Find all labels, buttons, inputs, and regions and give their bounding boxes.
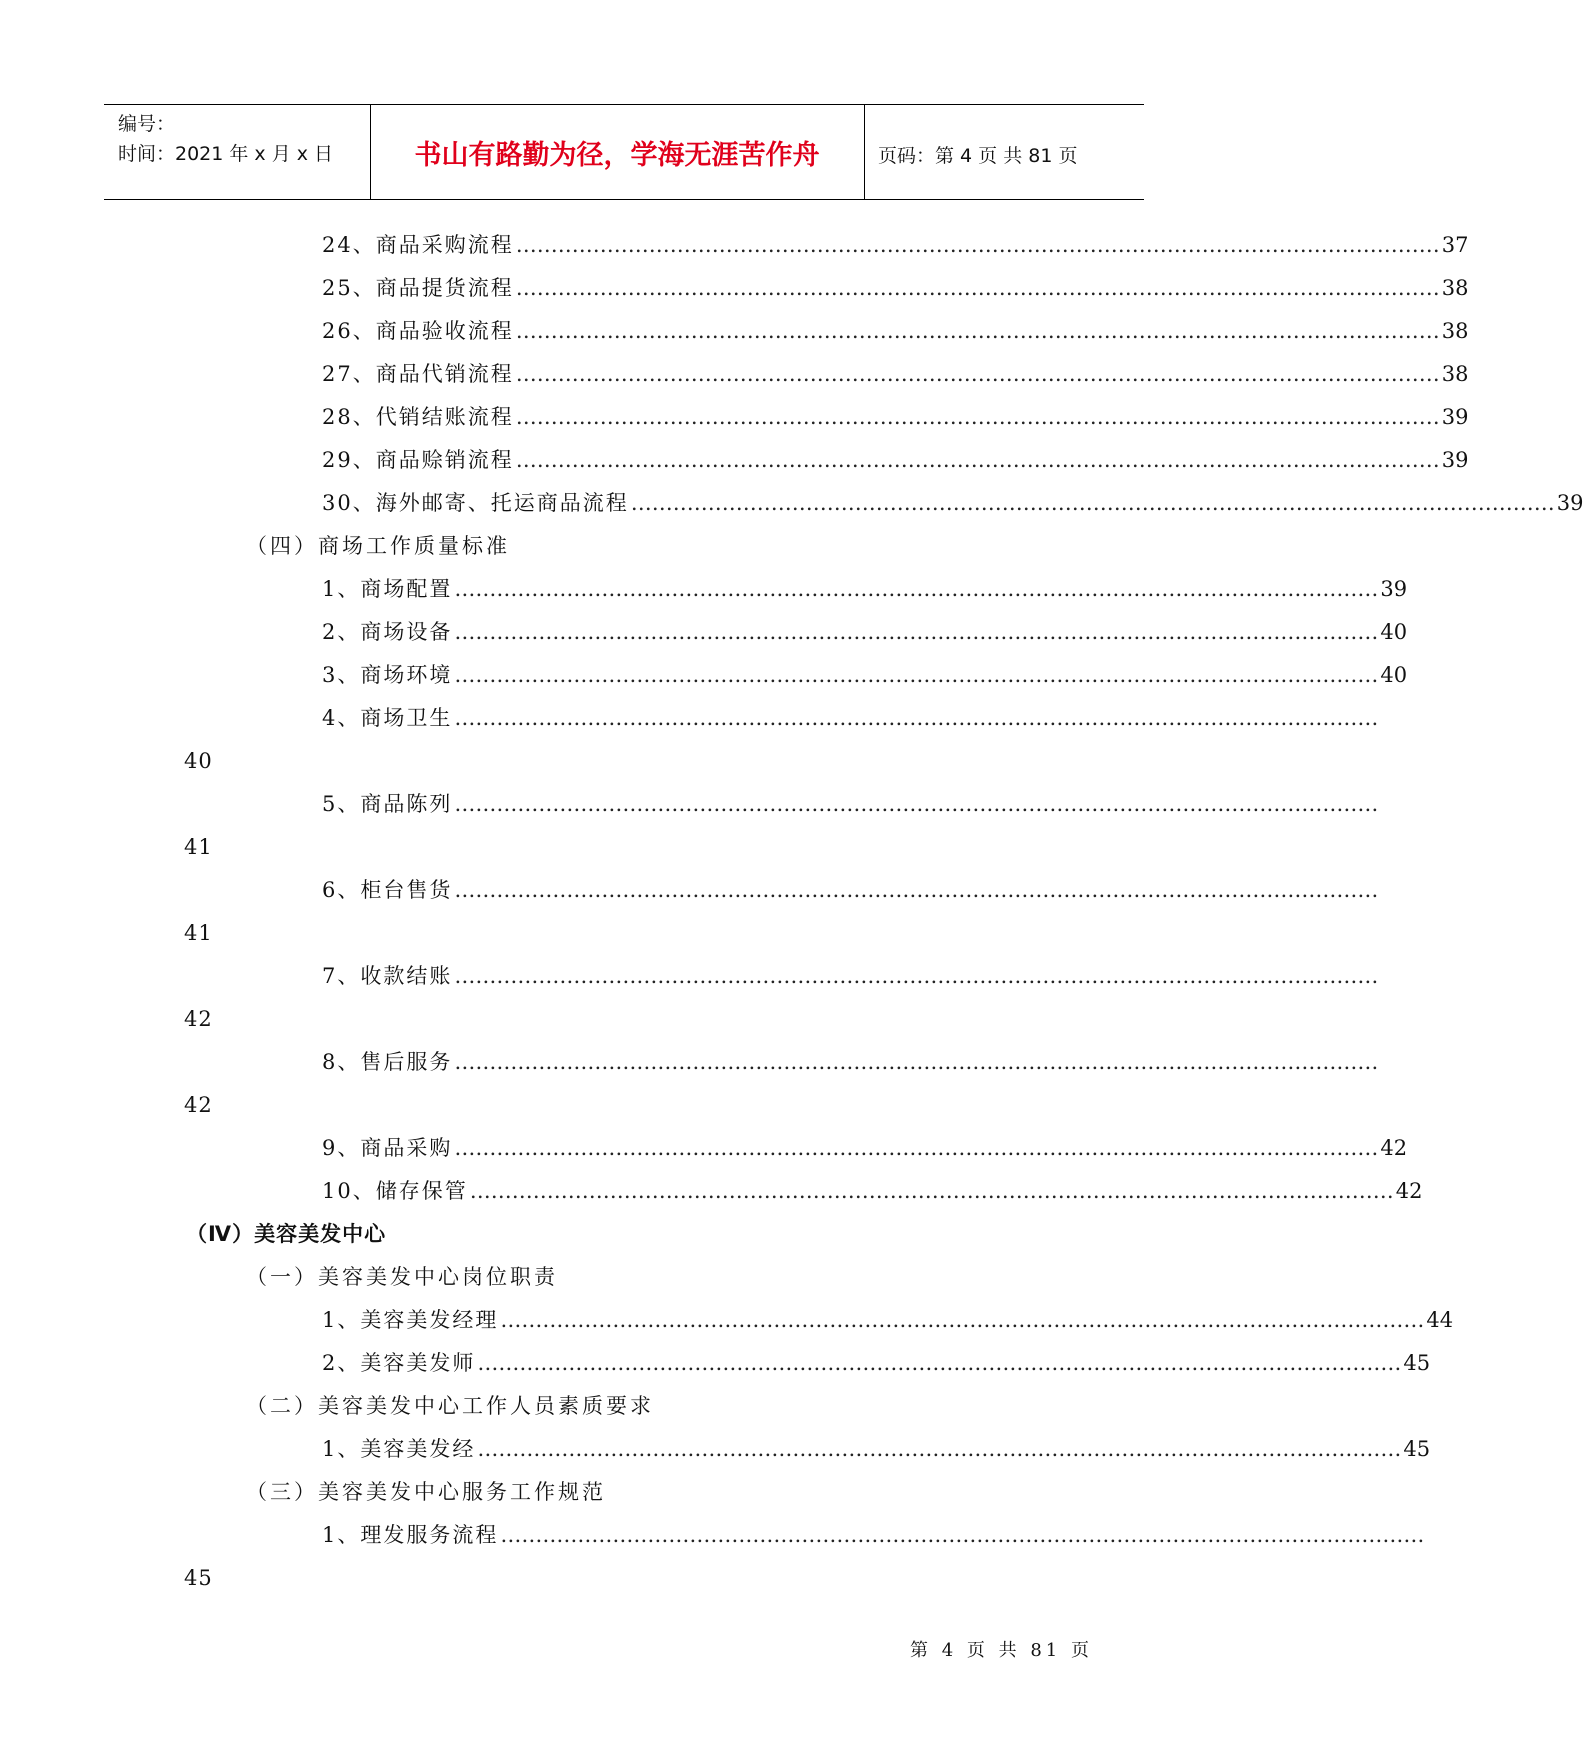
toc-section-heading[interactable]: （四）商场工作质量标准 (246, 534, 510, 558)
toc-page-number: 45 (184, 1566, 213, 1590)
document-date: 时间：2021 年 x 月 x 日 (118, 143, 334, 165)
page-footer: 第 4 页 共 81 页 (910, 1640, 1093, 1661)
toc-page-number: 42 (184, 1093, 213, 1117)
toc-leader: …………………………………………………………………………………………………………………… (515, 362, 1440, 386)
motto: 书山有路勤为径，学海无涯苦作舟 (414, 140, 820, 171)
toc-entry[interactable] (322, 787, 1379, 821)
toc-page-number: 42 (1395, 1179, 1423, 1203)
toc-page-number: 45 (1403, 1437, 1431, 1461)
toc-leader: …………………………………………………………………………………………………………………… (630, 491, 1555, 515)
toc-entry-label: 1、美容美发经理 (322, 1308, 499, 1332)
toc-page-number: 40 (1380, 663, 1408, 687)
toc-page-number: 38 (1441, 319, 1469, 343)
toc-leader: …………………………………………………………………………………………………………………… (500, 1308, 1425, 1332)
toc-entry-label: 28、代销结账流程 (322, 405, 514, 429)
toc-leader: …………………………………………………………………………………………………………………… (469, 1179, 1394, 1203)
toc-leader: …………………………………………………………………………………………………………………… (477, 1437, 1402, 1461)
header-motto-cell (370, 105, 865, 199)
toc-leader: …………………………………………………………………………………………………………………… (454, 663, 1379, 687)
toc-entry[interactable] (322, 1432, 1431, 1466)
toc-entry[interactable] (322, 271, 1469, 305)
toc-entry[interactable] (322, 1131, 1408, 1165)
toc-entry-label: 1、商场配置 (322, 577, 453, 601)
toc-entry[interactable] (322, 400, 1469, 434)
toc-entry[interactable] (322, 572, 1408, 606)
toc-entry[interactable] (322, 314, 1469, 348)
toc-leader: …………………………………………………………………………………………………………………… (454, 706, 1379, 730)
toc-entry[interactable] (322, 701, 1379, 735)
toc-leader: …………………………………………………………………………………………………………………… (515, 405, 1440, 429)
toc-section-heading[interactable]: （三）美容美发中心服务工作规范 (246, 1480, 606, 1504)
toc-page-number: 38 (1441, 276, 1469, 300)
toc-page-number: 38 (1441, 362, 1469, 386)
toc-page-number: 39 (1556, 491, 1583, 515)
toc-entry[interactable] (322, 615, 1408, 649)
toc-entry-label: 2、商场设备 (322, 620, 453, 644)
toc-entry-label: 26、商品验收流程 (322, 319, 514, 343)
toc-entry-label: 5、商品陈列 (322, 792, 453, 816)
toc-leader: …………………………………………………………………………………………………………………… (454, 878, 1379, 902)
toc-page-number: 39 (1380, 577, 1408, 601)
header-meta-cell (104, 105, 371, 199)
toc-page-number: 39 (1441, 448, 1469, 472)
toc-page-number: 40 (184, 749, 213, 773)
toc-leader: …………………………………………………………………………………………………………………… (454, 1136, 1379, 1160)
toc-leader: …………………………………………………………………………………………………………………… (515, 319, 1440, 343)
toc-entry-label: 9、商品采购 (322, 1136, 453, 1160)
document-number: 编号： (118, 113, 176, 135)
toc-entry-label: 1、美容美发经 (322, 1437, 476, 1461)
toc-page-number: 39 (1441, 405, 1469, 429)
toc-leader: …………………………………………………………………………………………………………………… (515, 276, 1440, 300)
toc-leader: …………………………………………………………………………………………………………………… (515, 448, 1440, 472)
toc-entry[interactable] (322, 1303, 1454, 1337)
toc-leader: …………………………………………………………………………………………………………………… (454, 792, 1379, 816)
toc-page-number: 41 (184, 921, 213, 945)
header-page-number: 页码：第 4 页 共 81 页 (878, 145, 1078, 167)
toc-leader: …………………………………………………………………………………………………………………… (454, 964, 1379, 988)
document-header (104, 104, 1144, 200)
toc-page-number: 42 (1380, 1136, 1408, 1160)
toc-part-heading[interactable]: （Ⅳ）美容美发中心 (186, 1222, 387, 1246)
toc-entry[interactable] (322, 1518, 1425, 1552)
toc-page-number: 44 (1426, 1308, 1454, 1332)
toc-page-number: 40 (1380, 620, 1408, 644)
toc-entry[interactable] (322, 1346, 1431, 1380)
toc-entry-label: 6、柜台售货 (322, 878, 453, 902)
toc-entry[interactable] (322, 486, 1583, 520)
toc-entry-label: 2、美容美发师 (322, 1351, 476, 1375)
toc-entry[interactable] (322, 658, 1408, 692)
toc-entry-label: 3、商场环境 (322, 663, 453, 687)
toc-page-number: 42 (184, 1007, 213, 1031)
toc-entry-label: 24、商品采购流程 (322, 233, 514, 257)
toc-leader: …………………………………………………………………………………………………………………… (515, 233, 1440, 257)
toc-entry-label: 1、理发服务流程 (322, 1523, 499, 1547)
toc-entry[interactable] (322, 873, 1379, 907)
toc-leader: …………………………………………………………………………………………………………………… (477, 1351, 1402, 1375)
toc-entry[interactable] (322, 228, 1469, 262)
toc-page-number: 41 (184, 835, 213, 859)
toc-leader: …………………………………………………………………………………………………………………… (500, 1523, 1425, 1547)
toc-leader: …………………………………………………………………………………………………………………… (454, 620, 1379, 644)
toc-entry[interactable] (322, 959, 1379, 993)
toc-page-number: 45 (1403, 1351, 1431, 1375)
toc-entry[interactable] (322, 357, 1469, 391)
toc-entry-label: 8、售后服务 (322, 1050, 453, 1074)
toc-entry-label: 29、商品赊销流程 (322, 448, 514, 472)
toc-leader: …………………………………………………………………………………………………………………… (454, 577, 1379, 601)
toc-entry-label: 4、商场卫生 (322, 706, 453, 730)
toc-entry[interactable] (322, 443, 1469, 477)
toc-entry-label: 7、收款结账 (322, 964, 453, 988)
toc-entry-label: 30、海外邮寄、托运商品流程 (322, 491, 629, 515)
toc-entry[interactable] (322, 1174, 1423, 1208)
toc-section-heading[interactable]: （二）美容美发中心工作人员素质要求 (246, 1394, 654, 1418)
header-page-cell (864, 105, 1144, 199)
toc-entry-label: 10、储存保管 (322, 1179, 468, 1203)
toc-entry[interactable] (322, 1045, 1379, 1079)
toc-entry-label: 27、商品代销流程 (322, 362, 514, 386)
toc-page-number: 37 (1441, 233, 1469, 257)
toc-leader: …………………………………………………………………………………………………………………… (454, 1050, 1379, 1074)
toc-entry-label: 25、商品提货流程 (322, 276, 514, 300)
toc-section-heading[interactable]: （一）美容美发中心岗位职责 (246, 1265, 558, 1289)
